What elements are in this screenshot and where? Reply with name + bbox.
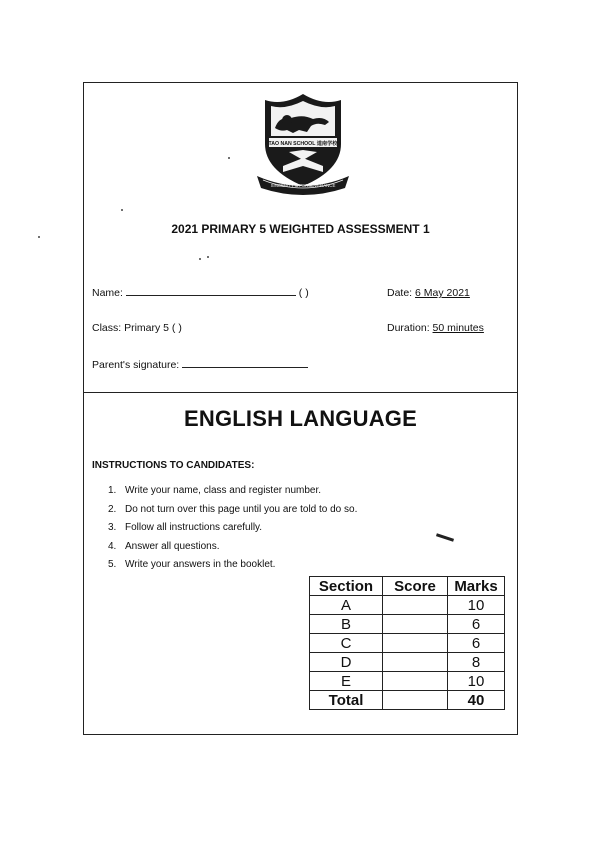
total-score-cell[interactable] [383,691,448,710]
instruction-item: 4. Answer all questions. [108,540,220,552]
table-row [310,672,505,691]
school-crest-logo [253,92,353,196]
duration-field [387,322,484,334]
instruction-item: 3. Follow all instructions carefully. [108,522,263,533]
instructions-list [108,484,357,577]
subject-title: ENGLISH LANGUAGE [184,406,417,431]
scan-speck [38,236,40,238]
date-field [387,287,470,299]
score-cell[interactable] [383,596,448,615]
signature-label: Parent's signature: [92,359,180,371]
section-cell: B [310,615,383,634]
signature-blank-line[interactable] [182,367,308,368]
section-cell: C [310,634,383,653]
duration-label: Duration: [387,322,430,334]
scan-speck [121,209,123,211]
marks-cell: 10 [448,672,505,691]
header-section: Section [310,577,383,596]
table-row [310,653,505,672]
table-row [310,596,505,615]
instruction-item: 1. Write your name, class and register number. [108,485,322,496]
header-marks: Marks [448,577,505,596]
table-row [310,634,505,653]
paper-title: 2021 PRIMARY 5 WEIGHTED ASSESSMENT 1 [171,222,430,236]
score-cell[interactable] [383,615,448,634]
scan-speck [228,157,230,159]
instruction-item: 2. Do not turn over this page until you are told to do so. [108,503,358,515]
total-row [310,691,505,710]
date-value: 6 May 2021 [415,287,470,299]
score-table [309,576,505,710]
section-cell: E [310,672,383,691]
total-label: Total [310,691,383,710]
date-label: Date: [387,287,413,299]
header-score: Score [383,577,448,596]
crest-banner-text: TAO NAN SCHOOL 道南学校 [268,141,338,147]
score-cell[interactable] [383,672,448,691]
score-cell[interactable] [383,634,448,653]
name-field [92,287,309,299]
marks-cell: 8 [448,653,505,672]
total-marks: 40 [448,691,505,710]
marks-cell: 6 [448,615,505,634]
table-row [310,615,505,634]
instruction-item: 5. Write your answers in the booklet. [108,559,276,570]
section-cell: D [310,653,383,672]
class-field: Class: Primary 5 ( ) [92,322,182,334]
section-cell: A [310,596,383,615]
scan-speck [199,258,201,260]
name-blank-line[interactable] [126,295,296,296]
name-register-number: ( ) [298,287,309,299]
instructions-heading: INSTRUCTIONS TO CANDIDATES: [92,460,255,471]
crest-motto: SINCERITY & PERSEVERANCE [270,183,336,188]
section-divider [83,392,518,393]
name-label: Name: [92,287,123,299]
marks-cell: 6 [448,634,505,653]
marks-cell: 10 [448,596,505,615]
scan-speck [207,256,209,258]
signature-field [92,359,308,371]
score-cell[interactable] [383,653,448,672]
duration-value: 50 minutes [432,322,484,334]
score-table-header [310,577,505,596]
